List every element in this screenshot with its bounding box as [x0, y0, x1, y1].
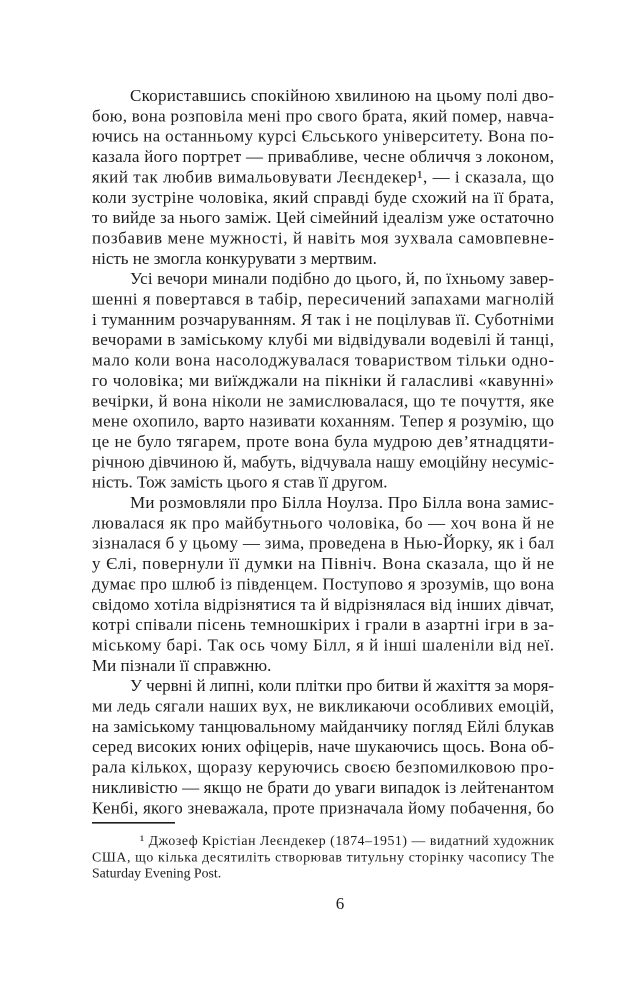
text-line: позбавив мене мужності, й навіть моя зухвала самовпевне- — [92, 228, 554, 248]
text-line: це не було тягарем, проте вона була мудрою дев’ятнадцяти- — [92, 431, 554, 451]
text-line: казала його портрет — привабливе, чесне обличчя з локоном, — [92, 147, 554, 167]
text-line: го чоловіка; ми виїжджали на пікніки й галасливі «кавунні» — [92, 370, 554, 390]
text-line: у Єлі, повернули її думки на Північ. Вона сказала, що й не — [92, 554, 554, 574]
text-line: свідомо хотіла відрізнятися та й відрізнялася від інших дівчат, — [92, 594, 554, 614]
text-line: вечорами в заміському клубі ми відвідували водевілі й танці, — [92, 330, 554, 350]
text-line: Ми пізнали її справжню. — [92, 655, 272, 675]
text-line: зізналася б у цьому — зима, проведена в Нью-Йорку, як і бал — [92, 533, 554, 553]
text-line: коли зустріне чоловіка, який справді буде схожий на її брата, — [92, 187, 554, 207]
text-line: США, що кілька десятиліть створював титульну сторінку часопису The — [92, 849, 554, 865]
text-line: ючись на останньому курсі Єльського університету. Вона по- — [92, 126, 554, 146]
text-line: який так любив вимальовувати Леєндекер¹, — і сказала, що — [92, 167, 554, 187]
text-line: бою, вона розповіла мені про свого брата, який помер, навча- — [92, 106, 554, 126]
footnote — [92, 833, 554, 881]
text-line: Скориставшись спокійною хвилиною на цьому полі дво- — [130, 86, 554, 105]
text-line: мало коли вона насолоджувалася товариством тільки одно- — [92, 350, 554, 370]
text-line: шенні я повертався в табір, пересичений запахами магнолій — [92, 289, 554, 309]
text-line: Ми розмовляли про Білла Ноулза. Про Білла вона замис- — [130, 493, 554, 512]
text-line: Saturday Evening Post. — [92, 865, 222, 881]
text-line: никливістю — якщо не брати до уваги випадок із лейтенантом — [92, 777, 554, 797]
page-number: 6 — [335, 894, 345, 913]
text-line: котрі співали пісень темношкірих і грали в азартні ігри в за- — [92, 615, 554, 635]
text-line: серед високих юних офіцерів, наче шукаючись щось. Вона об- — [92, 737, 554, 757]
text-line: Усі вечори минали подібно до цього, й, по їхньому завер- — [130, 269, 554, 289]
text-line: і туманним розчаруванням. Я так і не поцілував її. Суботніми — [92, 309, 554, 329]
text-line: на заміському танцювальному майданчику погляд Ейлі блукав — [92, 716, 554, 736]
text-line: міському барі. Так ось чому Білл, я й інші шаленіли від неї. — [92, 635, 554, 655]
text-line: рала кількох, щоразу керуючись своєю безпомилковою про- — [92, 757, 554, 777]
text-line: річною дівчиною й, мабуть, відчувала нашу емоційну несуміс- — [92, 452, 554, 472]
text-line: ність не змогла конкурувати з мертвим. — [92, 248, 377, 268]
text-line: У червні й липні, коли плітки про битви й жахіття за моря- — [130, 676, 554, 696]
text-line: то вийде за нього заміж. Цей сімейний ідеалізм уже остаточно — [92, 208, 554, 228]
text-line: ми ледь сягали наших вух, не викликаючи особливих емоцій, — [92, 696, 554, 716]
body-text — [92, 86, 555, 817]
text-line: лювалася як про майбутнього чоловіка, бо — хоч вона й не — [92, 513, 554, 533]
text-line: думає про шлюб із південцем. Поступово я зрозумів, що вона — [92, 574, 554, 594]
text-line: мене охопило, варто називати коханням. Тепер я розумію, що — [92, 411, 554, 431]
text-line: ність. Тож замість цього я став її другом. — [92, 472, 388, 492]
text-line: ¹ Джозеф Крістіан Леєндекер (1874–1951) — видатний художник — [140, 833, 554, 848]
footnote-rule — [92, 822, 175, 824]
text-line: Кенбі, якого зневажала, проте призначала йому побачення, бо — [92, 798, 554, 818]
text-line: вечірки, й вона ніколи не замислювалася, що те почуття, яке — [92, 391, 554, 411]
